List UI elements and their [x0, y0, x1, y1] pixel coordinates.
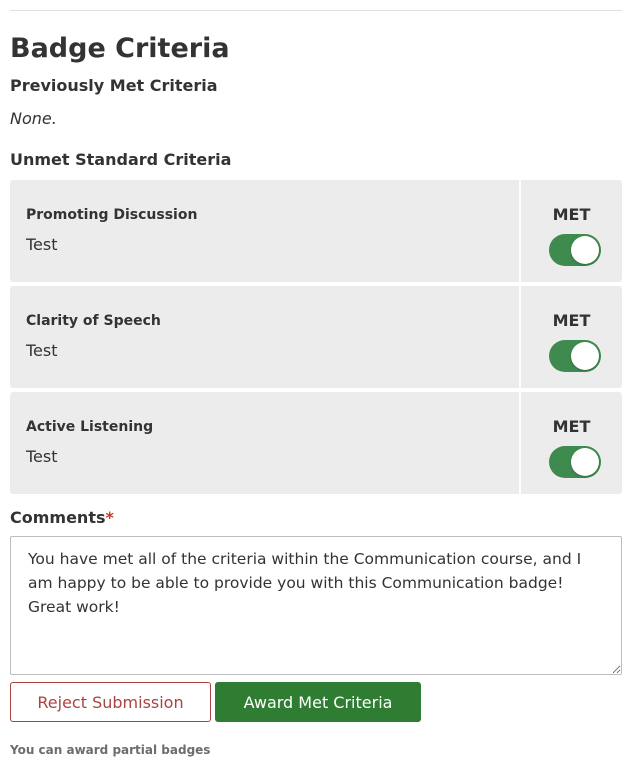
toggle-knob	[571, 448, 599, 476]
previously-met-heading: Previously Met Criteria	[10, 76, 218, 95]
criterion-row-promoting-discussion	[10, 180, 622, 282]
criterion-description: Test	[26, 447, 58, 466]
toggle-knob	[571, 236, 599, 264]
column-divider	[519, 180, 521, 282]
criterion-name: Active Listening	[26, 419, 154, 435]
met-label: MET	[552, 311, 591, 330]
previously-met-value: None.	[10, 109, 57, 128]
comments-label-text: Comments	[10, 508, 106, 527]
met-toggle[interactable]	[549, 340, 601, 372]
criterion-row-active-listening	[10, 392, 622, 494]
reject-submission-button[interactable]: Reject Submission	[10, 682, 211, 722]
column-divider	[519, 392, 521, 494]
unmet-criteria-heading: Unmet Standard Criteria	[10, 150, 232, 169]
page-title: Badge Criteria	[10, 33, 230, 64]
comments-label	[10, 507, 114, 529]
met-label: MET	[552, 417, 591, 436]
criterion-description: Test	[26, 341, 58, 360]
met-label: MET	[552, 205, 591, 224]
toggle-knob	[571, 342, 599, 370]
column-divider	[519, 286, 521, 388]
criterion-row-clarity-of-speech	[10, 286, 622, 388]
required-marker: *	[105, 508, 114, 527]
award-met-criteria-button[interactable]: Award Met Criteria	[215, 682, 421, 722]
comments-textarea[interactable]	[10, 536, 622, 675]
top-divider	[10, 10, 622, 11]
criterion-description: Test	[26, 235, 58, 254]
met-toggle[interactable]	[549, 234, 601, 266]
criterion-name: Clarity of Speech	[26, 313, 161, 329]
criterion-name: Promoting Discussion	[26, 207, 198, 223]
partial-badges-note: You can award partial badges	[10, 743, 211, 757]
met-toggle[interactable]	[549, 446, 601, 478]
